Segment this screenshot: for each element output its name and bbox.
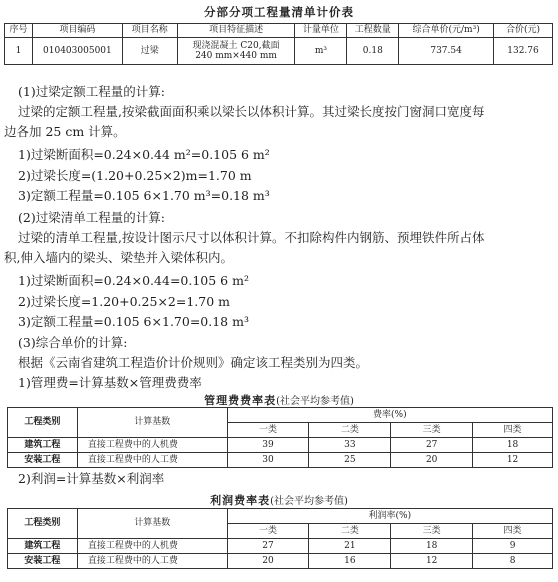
- table2-title-block: [0, 392, 558, 408]
- header-cell: 四类: [473, 524, 553, 539]
- cell-value: 20: [391, 453, 473, 468]
- paragraph-line: 边各加 25 cm 计算。: [4, 124, 126, 139]
- header-cell: 一类: [227, 423, 309, 438]
- cell-value: 33: [309, 438, 391, 453]
- paragraph-line: 积,伸入墙内的梁头、梁垫并入梁体积内。: [4, 250, 233, 265]
- header-cell: 合价(元): [494, 24, 553, 38]
- cell-description: [177, 38, 295, 65]
- header-cell: 二类: [309, 423, 391, 438]
- table1-title: 分部分项工程量清单计价表: [204, 5, 354, 19]
- header-cell: 费率(%): [227, 408, 552, 423]
- cell-value: 18: [391, 539, 473, 554]
- cell-value: 27: [391, 438, 473, 453]
- formula-line: 1)过梁断面积=0.24×0.44 m²=0.105 6 m²: [18, 147, 270, 162]
- cell-total-price: 132.76: [494, 38, 553, 65]
- table-row: [8, 554, 553, 569]
- table-row: [8, 453, 553, 468]
- formula-line: 2)过梁长度=(1.20+0.25×2)m=1.70 m: [18, 168, 252, 183]
- cell-value: 27: [227, 539, 309, 554]
- cell-base: 直接工程费中的人工费: [77, 554, 227, 569]
- cell-value: 20: [227, 554, 309, 569]
- paragraph-line: 过梁的定额工程量,按梁截面面积乘以梁长以体积计算。其过梁长度按门窗洞口宽度每: [18, 104, 485, 119]
- formula-line: 2)过梁长度=1.20+0.25×2=1.70 m: [18, 294, 230, 309]
- cell-base: 直接工程费中的人机费: [77, 438, 227, 453]
- header-cell: 工程数量: [347, 24, 399, 38]
- header-cell: 项目编码: [32, 24, 122, 38]
- cell-value: 39: [227, 438, 309, 453]
- header-cell: 利润率(%): [227, 509, 552, 524]
- formula-line: 1)过梁断面积=0.24×0.44=0.105 6 m²: [18, 273, 249, 288]
- table3-title-note: (社会平均参考值): [270, 496, 348, 507]
- table-row: [5, 38, 553, 65]
- table2-title: 管理费费率表: [204, 394, 277, 407]
- description-line-2: 240 mm×440 mm: [195, 51, 277, 61]
- table-row: [8, 438, 553, 453]
- header-cell: 一类: [227, 524, 309, 539]
- table-header-row: [8, 408, 553, 423]
- cell-code: 010403005001: [32, 38, 122, 65]
- cell-base: 直接工程费中的人机费: [77, 539, 227, 554]
- header-cell: 三类: [391, 423, 473, 438]
- formula-line: 3)定额工程量=0.105 6×1.70 m³=0.18 m³: [18, 188, 270, 203]
- cell-unit-price: 737.54: [399, 38, 494, 65]
- header-cell: 计算基数: [77, 408, 227, 438]
- formula-line: 2)利润=计算基数×利润率: [18, 471, 165, 486]
- cell-unit: m³: [295, 38, 347, 65]
- paragraph-line: 过梁的清单工程量,按设计图示尺寸以体积计算。不扣除构件内钢筋、预埋铁件所占体: [18, 230, 485, 245]
- cell-value: 8: [473, 554, 553, 569]
- cell-value: 12: [473, 453, 553, 468]
- cell-value: 30: [227, 453, 309, 468]
- table3-title-block: [0, 492, 558, 508]
- cell-value: 9: [473, 539, 553, 554]
- cell-index: 1: [5, 38, 33, 65]
- cell-quantity: 0.18: [347, 38, 399, 65]
- header-cell: 序号: [5, 24, 33, 38]
- cell-base: 直接工程费中的人工费: [77, 453, 227, 468]
- header-cell: 计算基数: [77, 509, 227, 539]
- header-cell: 项目名称: [122, 24, 177, 38]
- cell-value: 21: [309, 539, 391, 554]
- cell-type: 安装工程: [8, 554, 78, 569]
- section-heading: (2)过梁清单工程量的计算:: [18, 210, 165, 225]
- header-cell: 三类: [391, 524, 473, 539]
- cell-value: 25: [309, 453, 391, 468]
- management-fee-table: [7, 407, 553, 468]
- cell-type: 建筑工程: [8, 539, 78, 554]
- profit-rate-table: [7, 508, 553, 569]
- header-cell: 工程类别: [8, 509, 78, 539]
- header-cell: 项目特征描述: [177, 24, 295, 38]
- header-cell: 四类: [473, 423, 553, 438]
- header-cell: 计量单位: [295, 24, 347, 38]
- table-header-row: [8, 509, 553, 524]
- header-cell: 工程类别: [8, 408, 78, 438]
- formula-line: 1)管理费=计算基数×管理费费率: [18, 375, 202, 390]
- bill-pricing-table: [4, 23, 553, 65]
- paragraph-line: 根据《云南省建筑工程造价计价规则》确定该工程类别为四类。: [18, 355, 369, 370]
- section-heading: (3)综合单价的计算:: [18, 335, 128, 350]
- cell-value: 18: [473, 438, 553, 453]
- formula-line: 3)定额工程量=0.105 6×1.70=0.18 m³: [18, 314, 249, 329]
- cell-type: 建筑工程: [8, 438, 78, 453]
- table2-title-note: (社会平均参考值): [276, 396, 354, 407]
- cell-value: 12: [391, 554, 473, 569]
- table-row: [8, 539, 553, 554]
- table3-title: 利润费率表: [210, 494, 271, 507]
- header-cell: 综合单价(元/m³): [399, 24, 494, 38]
- description-line-1: 现浇混凝土 C20,截面: [192, 40, 280, 51]
- header-cell: 二类: [309, 524, 391, 539]
- cell-type: 安装工程: [8, 453, 78, 468]
- table-header-row: [5, 24, 553, 38]
- section-heading: (1)过梁定额工程量的计算:: [18, 84, 165, 99]
- cell-name: 过梁: [122, 38, 177, 65]
- cell-value: 16: [309, 554, 391, 569]
